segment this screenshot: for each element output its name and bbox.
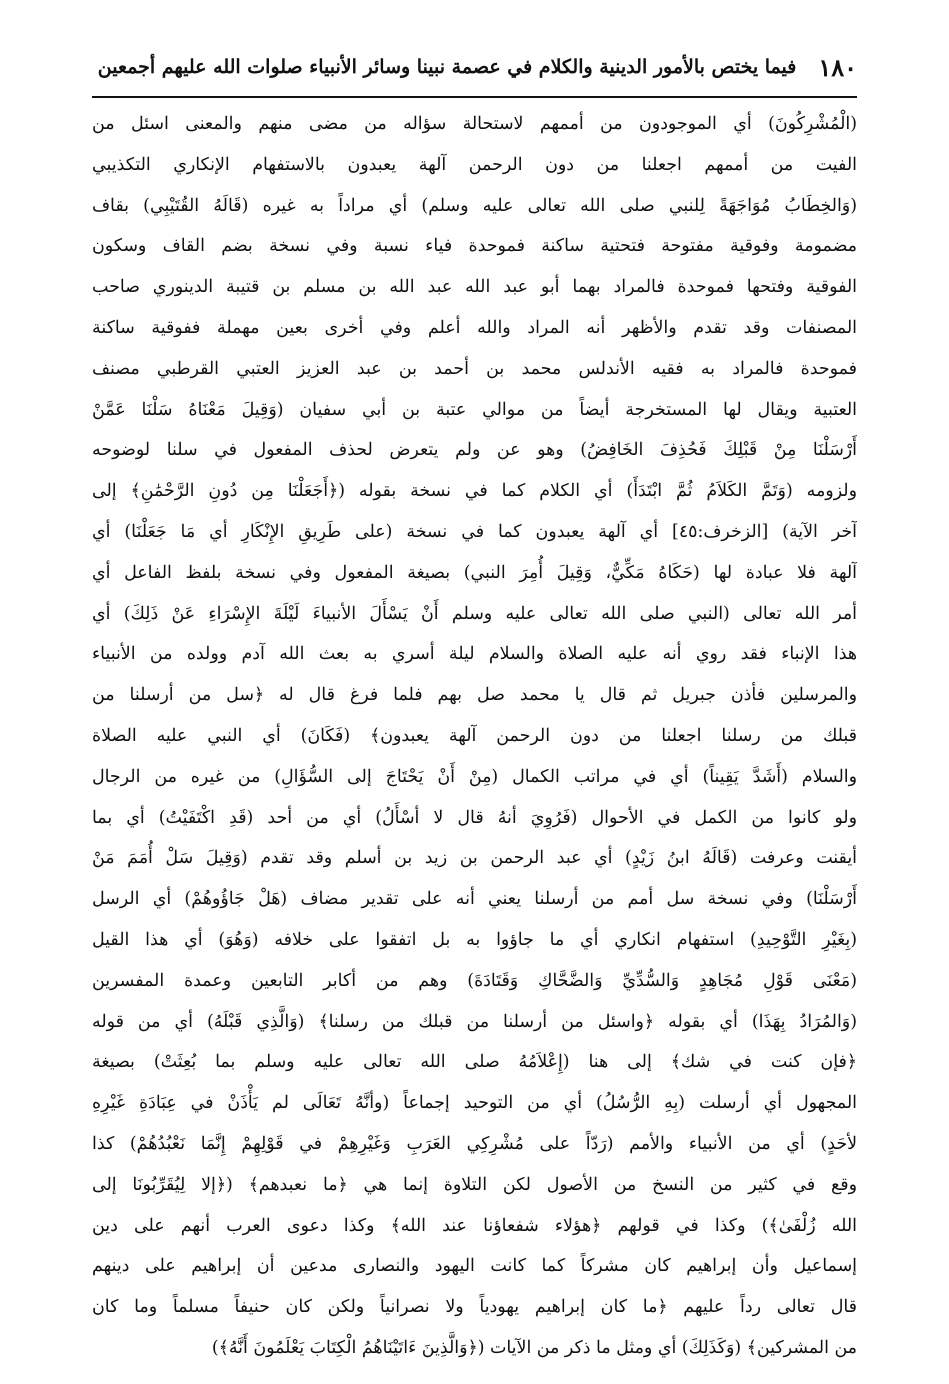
page-number: ١٨٠: [818, 52, 857, 82]
text-line: ولزومه (وَتَمَّ الكَلاَمُ ثُمَّ ابْتَدَأَ) أي الكلام كما في نسخة بقوله (﴿أَجَعَلْنَا مِن دُونِ الرَّحْمَٰنِ﴾ إلى: [92, 481, 857, 502]
text-line: العتبية ويقال لها المستخرجة أيضاً من موالي عتبة بن أبي سفيان (وَقِيلَ مَعْنَاهُ سَلْنَا عَمَّنْ: [92, 399, 857, 420]
text-line: ﴿فإن كنت في شك﴾ إلى هنا (إِعْلاَمُهُ صلى الله تعالى عليه وسلم بما بُعِثَتْ) بصيغة: [92, 1052, 857, 1073]
text-line: الفوقية وفتحها فموحدة فالمراد بهما أبو عبد الله عبد الله بن مسلم بن قتيبة الدينوري صاحب: [92, 277, 857, 298]
text-line: آخر الآية) [الزخرف:٤٥] أي آلهة يعبدون كما في نسخة (على طَرِيقِ الإِنْكَارِ أي مَا جَعَلْنَا) أي: [92, 521, 857, 542]
text-line: مضمومة وفوقية مفتوحة فتحتية ساكنة فموحدة فياء نسبة وفي نسخة بضم القاف وسكون: [92, 236, 857, 257]
text-line: قبلك من رسلنا اجعلنا من دون الرحمن آلهة يعبدون﴾ (فَكَانَ) أي النبي عليه الصلاة: [92, 725, 857, 746]
text-line: الله زُلْفَىٰ﴾) وكذا في قولهم ﴿هؤلاء شفعاؤنا عند الله﴾ وكذا دعوى العرب أنهم على دين: [92, 1215, 857, 1236]
text-line: أَرْسَلْنَا مِنْ قَبْلِكَ فَحُذِفَ الخَافِضُ) وهو عن ولم يتعرض لحذف المفعول في سلنا لوضوحه: [92, 440, 857, 461]
text-line: المجهول أي أرسلت (بِهِ الرُّسُلُ) أي من التوحيد إجماعاً (وأنَّهُ تَعَالَى لم يَأْذَنْ في عِبَادَةِ غَيْرِهِ: [92, 1093, 857, 1114]
text-line: (وَالمُرَادُ بِهَذَا) أي بقوله ﴿واسئل من أرسلنا من قبلك من رسلنا﴾ (وَالَّذِي قَبْلَهُ) أي من قوله: [92, 1011, 857, 1032]
text-line: الفيت من أممهم اجعلنا من دون الرحمن آلهة يعبدون بالاستفهام الإنكاري التكذيبي: [92, 154, 857, 175]
text-line: (بِغَيْرِ التَّوْحِيدِ) استفهام انكاري أي ما جاؤوا به بل اتفقوا على خلافه (وَهُوَ) أي هذا القيل: [92, 929, 857, 950]
text-line: لأحَدٍ) أي من الأنبياء والأمم (رَدّاً على مُشْرِكِي العَرَبِ وَغَيْرِهِمْ في قَوْلِهِمْ إِنَّمَا نَعْبُدُهُمْ) كذا: [92, 1133, 857, 1154]
text-line: المصنفات وقد تقدم والأظهر أنه المراد والله أعلم وفي أخرى بعين مهملة ففوقية ساكنة: [92, 317, 857, 338]
text-line: وقع في كثير من النسخ من الأصول لكن التلاوة إنما هي ﴿ما نعبدهم﴾ (﴿إلا لِيُقَرِّبُونَا إلى: [92, 1174, 857, 1195]
text-line: إسماعيل وأن إبراهيم كان مشركاً كما كانت اليهود والنصارى مدعين أن إبراهيم على دينهم: [92, 1256, 857, 1277]
text-line: فموحدة فالمراد به فقيه الأندلس محمد بن أحمد بن عبد العزيز العتبي القرطبي مصنف: [92, 358, 857, 379]
page-header: [92, 42, 857, 92]
text-line: (وَالخِطَابُ مُوَاجَهَةً لِلنبي صلى الله تعالى عليه وسلم) أي مراداً به غيره (قَالَهُ القُتَيْبِي) بقاف: [92, 195, 857, 216]
text-line: أيقنت وعرفت (قَالَهُ ابنُ زَيْدٍ) أي عبد الرحمن بن زيد بن أسلم وقد تقدم (وَقِيلَ سَلْ أُمَمَ مَنْ: [92, 848, 857, 869]
running-title: فيما يختص بالأمور الدينية والكلام في عصمة نبينا وسائر الأنبياء صلوات الله عليهم أجمعين: [97, 56, 797, 78]
text-line: (الْمُشْرِكُونَ) أي الموجودون من أممهم لاستحالة سؤاله من مضى منهم والمعنى اسئل من: [92, 114, 857, 134]
text-line: (مَعْنَى قَوْلِ مُجَاهِدٍ وَالسُّدِّيِّ وَالضَّحَّاكِ وَقَتَادَةَ) وهم من أكابر التابعين وعمدة المفسرين: [92, 970, 857, 991]
header-divider: [92, 96, 857, 98]
text-line: أَرْسَلْنَا) وفي نسخة سل أمم من أرسلنا يعني أنه على تقدير مضاف (هَلْ جَاؤُوهُمْ) أي الرسل: [92, 889, 857, 910]
text-line: أمر الله تعالى (النبي صلى الله تعالى عليه وسلم أَنْ يَسْأَلَ الأنبياءَ لَيْلَةَ الإِسْرَاءِ عَنْ ذَلِكَ) أي: [92, 603, 857, 624]
text-line: آلهة فلا عبادة لها (حَكَاهُ مَكِّيٌّ، وَقِيلَ أُمِرَ النبي) بصيغة المفعول وفي نسخة بلفظ الفاعل أي: [92, 562, 857, 583]
text-line: والسلام (أَشَدَّ يَقِيناً) أي في مراتب الكمال (مِنْ أَنْ يَحْتَاجَ إلى السُّؤَالِ) من غيره من الرجال: [92, 766, 857, 787]
text-line: والمرسلين فأذن جبريل ثم قال يا محمد صل بهم فلما فرغ قال له ﴿سل من أرسلنا من: [92, 685, 857, 706]
text-line: هذا الإنباء فقد روي أنه عليه الصلاة والسلام ليلة أسري به بعث الله آدم وولده من الأنبياء: [92, 644, 857, 665]
text-line: ولو كانوا من الكمل في الأحوال (فَرُوِيَ أنهُ قال لا أسْأَلُ) أي من أحد (قَدِ اكْتَفَيْتُ) أي بما: [92, 807, 857, 828]
body-text: [92, 104, 857, 1369]
text-line: قال تعالى رداً عليهم ﴿ما كان إبراهيم يهودياً ولا نصرانياً ولكن كان حنيفاً مسلماً وما كان: [92, 1297, 857, 1318]
text-line: من المشركين﴾ (وَكَذَلِكَ) أي ومثل ما ذكر من الآيات (﴿وَالَّذِينَ ءَاتَيْنَاهُمُ الْكِتَابَ يَعْلَمُونَ أَنَّهُ﴾): [211, 1337, 857, 1358]
